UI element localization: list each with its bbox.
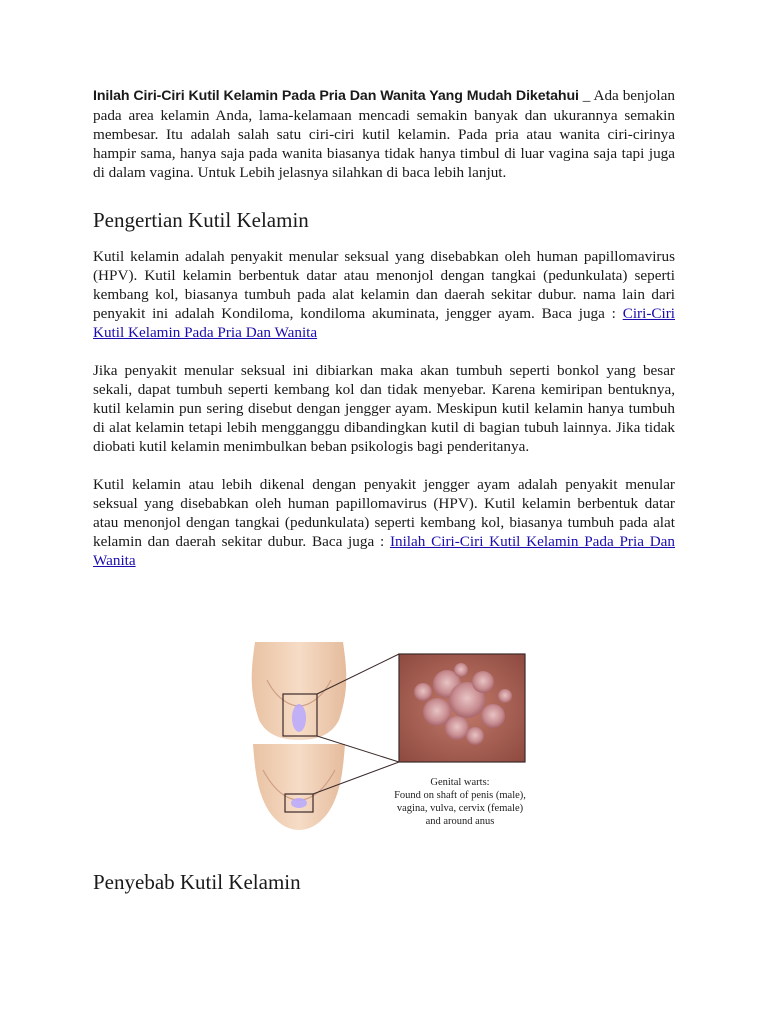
intro-text: _ Ada benjolan pada area kelamin Anda, lama-kelamaan mencadi semakin banyak dan ukurannya semakin membesar. Itu adalah salah satu ciri-ciri kutil kelamin. Pada pria atau wanita ciri-cirinya hampir sama, hanya saja pada wanita biasanya tidak hanya timbul di luar vagina saja tapi juga di dalam vagina. Untuk Lebih jelasnya silahkan di baca lebih lanjut. <box>93 87 675 181</box>
male-torso-figure <box>252 642 347 740</box>
link-inilah-ciri-ciri[interactable]: Inilah Ciri-Ciri Kutil Kelamin Pada Pria Dan Wanita <box>93 533 675 569</box>
figure-caption <box>380 776 540 828</box>
caption-title: Genital warts: <box>430 777 490 788</box>
heading-pengertian: Pengertian Kutil Kelamin <box>93 208 309 232</box>
intro-paragraph <box>93 86 675 182</box>
caption-line-3: and around anus <box>425 816 495 827</box>
paragraph-definition <box>93 247 675 342</box>
warts-closeup-photo <box>399 654 525 762</box>
hpv-text: Kutil kelamin atau lebih dikenal dengan penyakit jengger ayam adalah penyakit menular seksual yang disebabkan oleh human papillomavirus (HPV). Kutil kelamin berbentuk datar atau menonjol dengan tangkai (pedunkulata) seperti kembang kol, biasanya tumbuh pada alat kelamin dan daerah sekitar dubur. Baca juga : <box>93 476 675 550</box>
link-ciri-ciri[interactable]: Ciri-Ciri Kutil Kelamin Pada Pria Dan Wanita <box>93 305 675 341</box>
definition-text: Kutil kelamin adalah penyakit menular seksual yang disebabkan oleh human papillomavirus (HPV). Kutil kelamin berbentuk datar atau menonjol dengan tangkai (pedunkulata) seperti kembang kol, biasanya tumbuh pada alat kelamin dan daerah sekitar dubur. nama lain dari penyakit ini adalah Kondiloma, kondiloma akuminata, jengger ayam. Baca juga : <box>93 248 675 322</box>
article-body <box>93 86 675 570</box>
paragraph-growth: Jika penyakit menular seksual ini dibiarkan maka akan tumbuh seperti bonkol yang besar sekali, dapat tumbuh seperti kembang kol dan tidak menyebar. Karena kemiripan bentuknya, kutil kelamin pun sering disebut dengan jengger ayam. Meskipun kutil kelamin hanya tumbuh di alat kelamin tetapi lebih mengganggu dibandingkan kutil di bagian tubuh lainnya. Jika tidak diobati kutil kelamin menimbulkan beban psikologis bagi penderitanya. <box>93 362 675 455</box>
caption-line-1: Found on shaft of penis (male), <box>394 790 526 801</box>
paragraph-hpv <box>93 475 675 570</box>
heading-penyebab: Penyebab Kutil Kelamin <box>93 870 301 894</box>
caption-line-2: vagina, vulva, cervix (female) <box>396 803 524 814</box>
intro-lead-title: Inilah Ciri-Ciri Kutil Kelamin Pada Pria Dan Wanita Yang Mudah Diketahui <box>93 88 579 104</box>
